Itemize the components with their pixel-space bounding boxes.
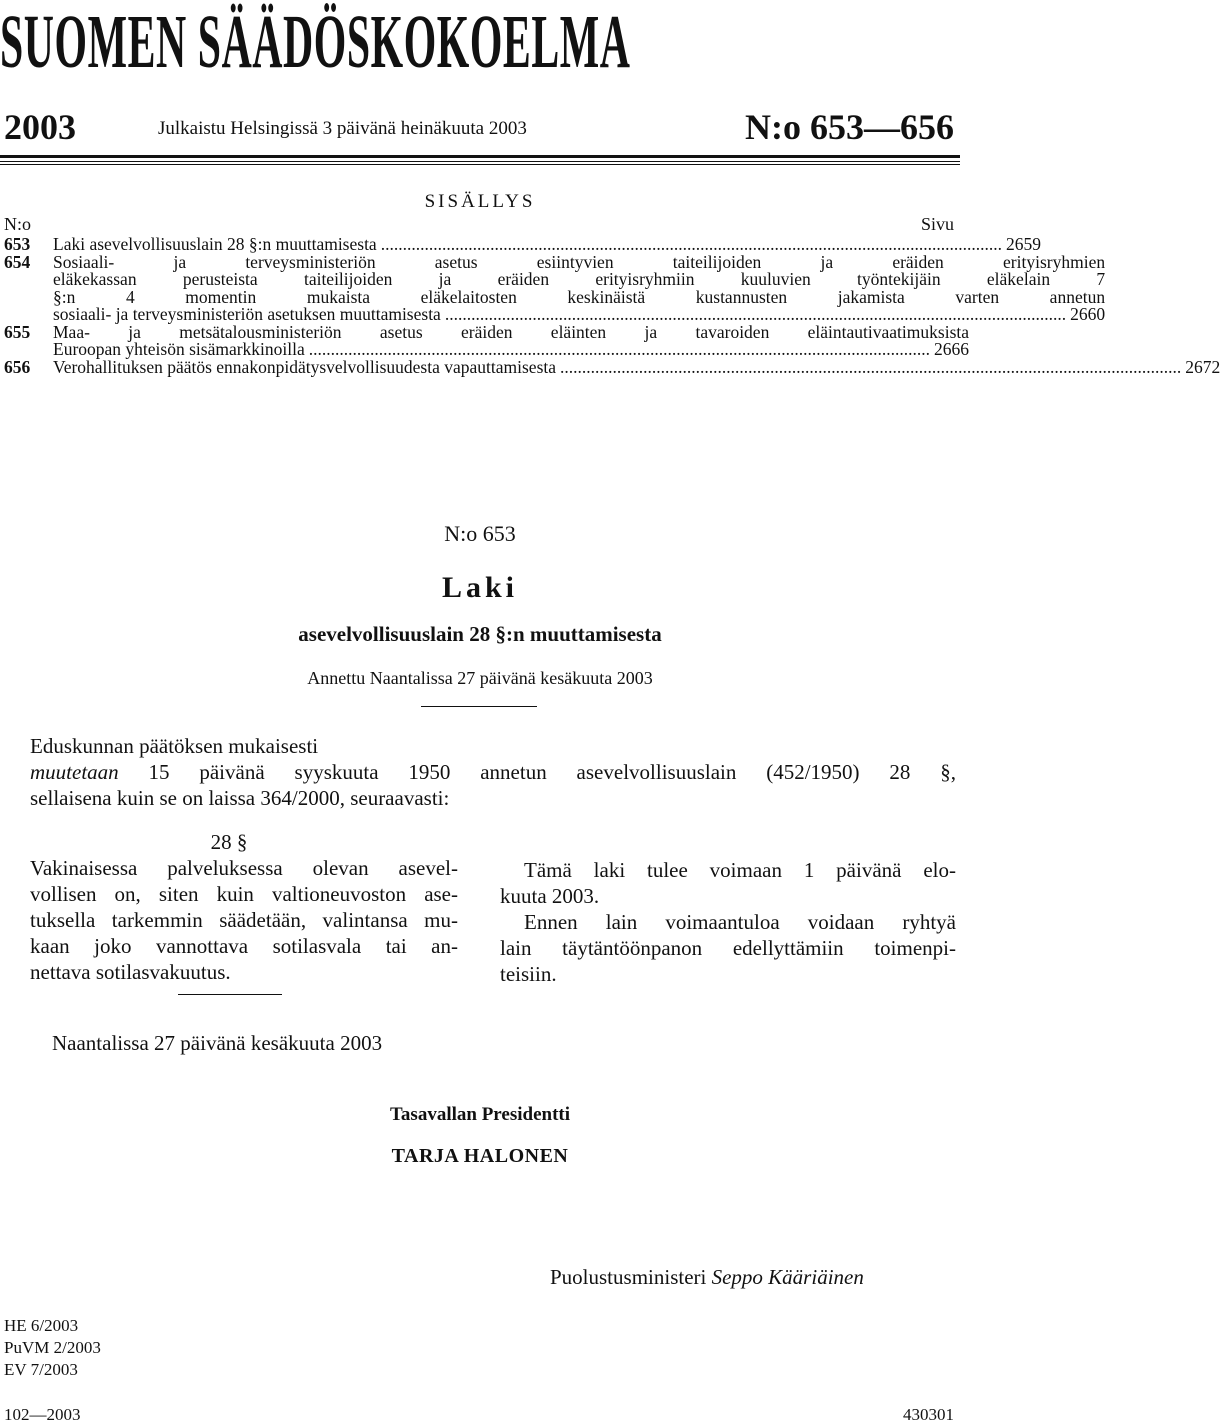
toc-leader-dots: ..............................................................................................................................................: [560, 356, 1182, 377]
toc-entry-title: sosiaali- ja terveysministeriön asetuksen muuttamisesta: [53, 304, 441, 324]
footer-code-right: 430301: [903, 1405, 954, 1424]
section-line: Vakinaisessa palveluksessa olevan asevel-: [30, 856, 458, 880]
toc-entry-page: 2672: [1185, 356, 1220, 377]
masthead-rule: [0, 155, 960, 158]
signing-place-date: Naantalissa 27 päivänä kesäkuuta 2003: [52, 1031, 383, 1055]
minister-name: Seppo Kääriäinen: [711, 1265, 864, 1289]
president-name: TARJA HALONEN: [391, 1145, 569, 1167]
section-line: vollisen on, siten kuin valtioneuvoston ase-: [30, 882, 458, 906]
toc-leader-dots: ..............................................................................................................................................: [380, 234, 1002, 254]
preamble-line: Eduskunnan päätöksen mukaisesti: [30, 734, 319, 758]
toc-entry-title: §:n 4 momentin mukaista eläkelaitosten keskinäistä kustannusten jakamista varten annetun: [53, 286, 1106, 307]
law-given-date: Annettu Naantalissa 27 päivänä kesäkuuta 2003: [307, 668, 653, 688]
preamble-verb: muutetaan: [30, 760, 119, 784]
publication-title: SUOMEN SÄÄDÖSKOKOELMA: [0, 0, 631, 84]
publication-date: Julkaistu Helsingissä 3 päivänä heinäkuuta 2003: [158, 118, 527, 139]
publication-year: 2003: [4, 107, 76, 147]
toc-entry[interactable]: [4, 251, 1106, 324]
preamble-text: 15 päivänä syyskuuta 1950 annetun asevelvollisuuslain (452/1950) 28 §,: [118, 760, 956, 784]
law-number: N:o 653: [444, 521, 516, 546]
reference-item: EV 7/2003: [4, 1360, 78, 1379]
toc-entry-title: Laki asevelvollisuuslain 28 §:n muuttamisesta: [53, 234, 377, 254]
section-text: [30, 855, 458, 985]
toc-entry-title: Maa- ja metsätalousministeriön asetus eräiden eläinten ja tavaroiden eläintautivaatimuksista: [53, 321, 970, 342]
section-line: tuksella tarkemmin säädetään, valintansa mu-: [30, 908, 458, 932]
masthead-rule-thin-2: [0, 164, 960, 165]
effective-text: [500, 857, 956, 987]
divider: [421, 706, 537, 707]
section-line: nettava sotilasvakuutus.: [30, 960, 231, 984]
toc-entry-number: 653: [4, 234, 31, 254]
minister-title: Puolustusministeri: [550, 1265, 707, 1289]
toc-entry[interactable]: [4, 356, 1220, 377]
reference-item: HE 6/2003: [4, 1316, 79, 1335]
toc-leader-dots: ..............................................................................................................................................: [308, 339, 931, 359]
divider: [178, 994, 282, 995]
toc-column-number: N:o: [4, 214, 31, 234]
toc-entry-page: 2666: [934, 339, 970, 359]
toc-entry-number: 656: [4, 356, 31, 377]
toc-entry-title: Sosiaali- ja terveysministeriön asetus esiintyvien taiteilijoiden ja eräiden erityisryhmien: [53, 251, 1106, 272]
president-title: Tasavallan Presidentti: [390, 1104, 570, 1125]
effective-line: kuuta 2003.: [500, 884, 600, 908]
footer-code-left: 102—2003: [4, 1405, 81, 1424]
toc-entry-page: 2660: [1070, 304, 1106, 324]
toc-entry-title: eläkekassan perusteista taiteilijoiden ja eräiden erityisryhmiin kuuluvien työntekijäin eläkelain 7: [53, 269, 1106, 289]
effective-line: teisiin.: [500, 962, 557, 986]
section-line: kaan joko vannottava sotilasvala tai an-: [30, 934, 458, 958]
effective-line: lain täytäntöönpanon edellyttämiin toimenpi-: [500, 936, 956, 960]
law-type: Laki: [441, 571, 519, 604]
toc-leader-dots: ..............................................................................................................................................: [444, 304, 1067, 324]
preamble-line: sellaisena kuin se on laissa 364/2000, seuraavasti:: [30, 786, 450, 810]
toc-column-page: Sivu: [920, 214, 954, 234]
section-heading: 28 §: [210, 830, 248, 854]
toc-entry[interactable]: [4, 321, 970, 359]
toc-entry-number: 655: [4, 321, 31, 342]
toc-entry-title: Verohallituksen päätös ennakonpidätysvelvollisuudesta vapauttamisesta: [53, 356, 557, 377]
reference-item: PuVM 2/2003: [4, 1338, 101, 1357]
minister-signature: [550, 1264, 864, 1290]
toc-title: SISÄLLYS: [424, 191, 536, 212]
toc-entry-number: 654: [4, 251, 31, 272]
table-of-contents: [4, 234, 1220, 377]
effective-line: Ennen lain voimaantuloa voidaan ryhtyä: [524, 910, 956, 934]
references: [4, 1315, 101, 1381]
preamble-line: [30, 759, 956, 785]
toc-entry-page: 2659: [1005, 234, 1041, 254]
issue-range: N:o 653—656: [745, 107, 954, 147]
masthead-rule-thin: [0, 161, 960, 162]
law-title: asevelvollisuuslain 28 §:n muuttamisesta: [298, 622, 662, 646]
toc-entry-title: Euroopan yhteisön sisämarkkinoilla: [53, 339, 305, 359]
preamble: [30, 733, 956, 811]
effective-line: Tämä laki tulee voimaan 1 päivänä elo-: [524, 858, 956, 882]
toc-entry[interactable]: [4, 234, 1041, 254]
